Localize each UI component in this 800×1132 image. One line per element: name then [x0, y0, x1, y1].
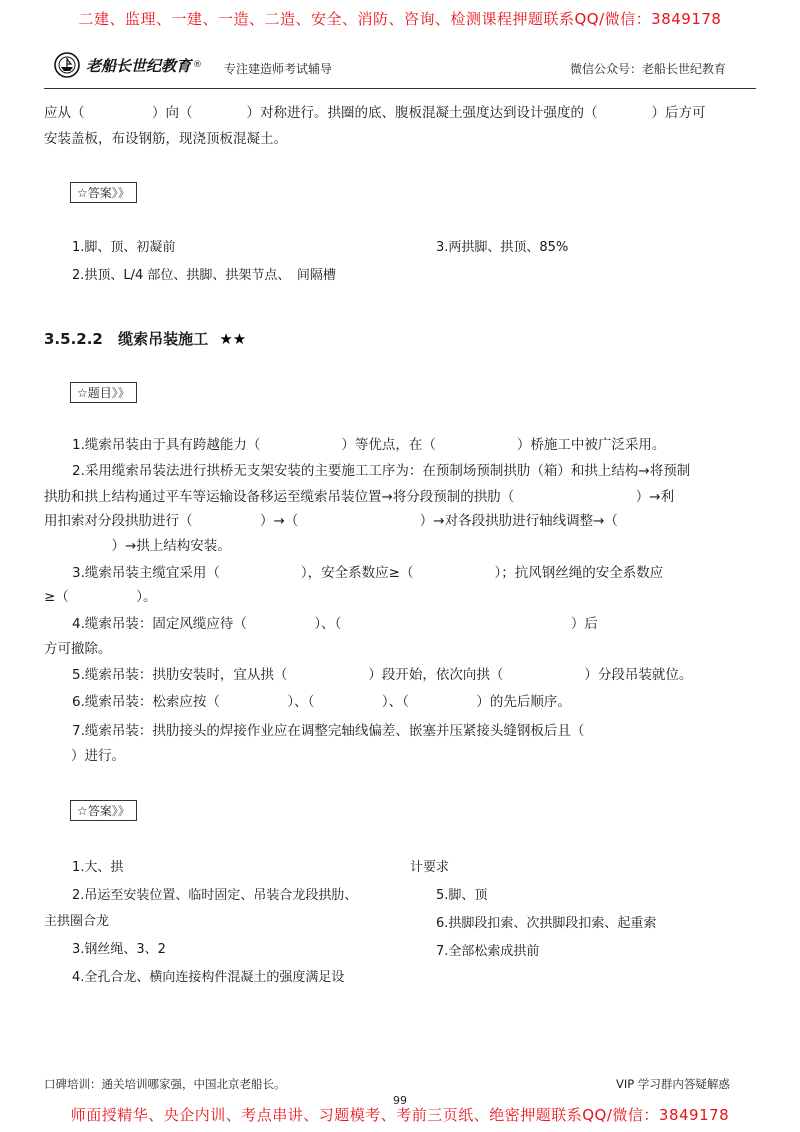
question-2-line-2: 拱肋和拱上结构通过平车等运输设备移运至缆索吊装位置→将分段预制的拱肋（ ）→利 — [44, 489, 675, 505]
answer-2-6: 6.拱脚段扣索、次拱脚段扣索、起重索 — [436, 916, 657, 931]
registered-mark: ® — [193, 60, 203, 70]
question-6: 6.缆索吊装：松索应按（ ）、（ ）、（ ）的先后顺序。 — [72, 694, 571, 710]
answer-2-4: 4.全孔合龙、横向连接构件混凝土的强度满足设 — [72, 970, 345, 985]
footer-right: VIP 学习群内答疑解惑 — [616, 1077, 730, 1091]
question-4-line-2: 方可撤除。 — [44, 641, 112, 657]
question-4-line-1: 4.缆索吊装：固定风缆应待（ ）、（ ）后 — [72, 616, 598, 632]
bottom-banner: 师面授精华、央企内训、考点串讲、习题模考、考前三页纸、绝密押题联系QQ/微信：3849178 — [70, 1106, 730, 1124]
header-divider — [44, 88, 756, 89]
answer-2-3: 3.钢丝绳、3、2 — [72, 942, 166, 957]
question-tag-label: ☆题目》》 — [70, 382, 137, 403]
question-3-line-1: 3.缆索吊装主缆宜采用（ ），安全系数应≥（ ）；抗风钢丝绳的安全系数应 — [72, 565, 664, 581]
logo — [54, 52, 202, 78]
answer-tag-2 — [70, 800, 137, 821]
question-7-line-1: 7.缆索吊装：拱肋接头的焊接作业应在调整完轴线偏差、嵌塞并压紧接头缝钢板后且（ — [72, 723, 679, 739]
ship-logo-icon — [54, 52, 80, 78]
header-slogan: 专注建造师考试辅导 — [224, 62, 333, 76]
answer-2-1: 1.大、拱 — [72, 860, 124, 875]
footer-left: 口碑培训：通关培训哪家强，中国北京老船长。 — [44, 1077, 286, 1091]
answer-2-5: 5.脚、顶 — [436, 888, 488, 903]
logo-text: 老船长世纪教育 — [86, 56, 192, 75]
answer-tag-label: ☆答案》》 — [70, 182, 137, 203]
answer-tag-1 — [70, 182, 137, 203]
difficulty-stars: ★★ — [219, 330, 247, 348]
question-tag — [70, 382, 137, 403]
page-number: 99 — [393, 1094, 407, 1107]
answer-1-2: 2.拱顶、L/4 部位、拱脚、拱架节点、 间隔槽 — [72, 268, 336, 283]
question-3-line-2: ≥（ ）。 — [44, 589, 157, 605]
section-number: 3.5.2.2 — [44, 330, 103, 348]
question-7-line-2: ）进行。 — [44, 748, 125, 764]
answer-1-1: 1.脚、顶、初凝前 — [72, 240, 176, 255]
answer-2-2-line-1: 2.吊运至安装位置、临时固定、吊装合龙段拱肋、 — [72, 888, 358, 903]
question-2-line-1: 2.采用缆索吊装法进行拱桥无支架安装的主要施工工序为：在预制场预制拱肋（箱）和拱上结构→将预制 — [72, 463, 691, 479]
question-2-line-3: 用扣索对分段拱肋进行（ ）→（ ）→对各段拱肋进行轴线调整→（ — [44, 513, 672, 529]
answer-2-2-line-2: 主拱圈合龙 — [44, 914, 110, 929]
question-5: 5.缆索吊装：拱肋安装时，宜从拱（ ）段开始，依次向拱（ ）分段吊装就位。 — [72, 667, 693, 683]
intro-line-1: 应从（ ）向（ ）对称进行。拱圈的底、腹板混凝土强度达到设计强度的（ ）后方可 — [44, 105, 706, 121]
answer-tag-label: ☆答案》》 — [70, 800, 137, 821]
answer-2-4-continued: 计要求 — [410, 860, 450, 875]
header-wechat: 微信公众号：老船长世纪教育 — [570, 62, 727, 76]
section-heading — [44, 328, 246, 349]
question-1: 1.缆索吊装由于具有跨越能力（ ）等优点，在（ ）桥施工中被广泛采用。 — [72, 437, 666, 453]
answer-1-3: 3.两拱脚、拱顶、85% — [436, 240, 569, 255]
intro-line-2: 安装盖板，布设钢筋，现浇顶板混凝土。 — [44, 131, 287, 147]
question-2-line-4: ）→拱上结构安装。 — [44, 538, 231, 554]
section-title: 缆索吊装施工 — [118, 330, 209, 348]
top-banner: 二建、监理、一建、一造、二造、安全、消防、咨询、检测课程押题联系QQ/微信：3849178 — [78, 10, 722, 28]
answer-2-7: 7.全部松索成拱前 — [436, 944, 540, 959]
